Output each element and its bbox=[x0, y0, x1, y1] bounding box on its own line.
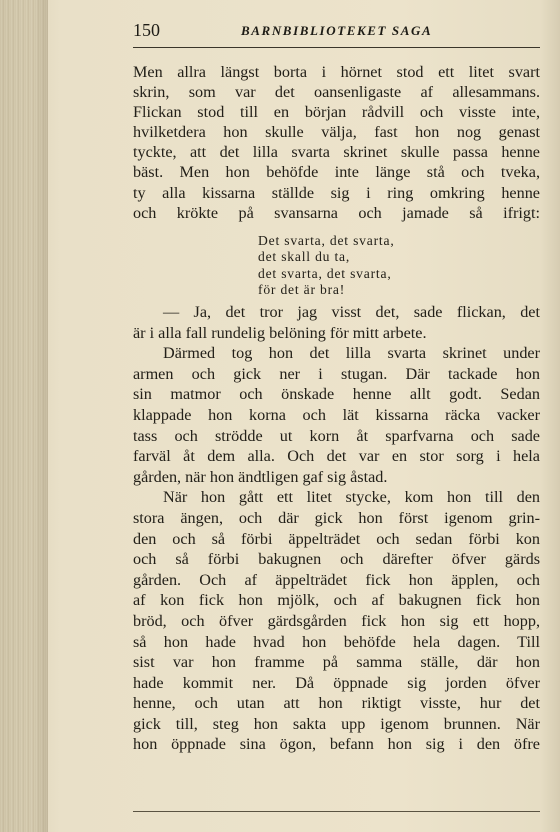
text-line: den och så förbi äppelträdet och sedan förbi kon bbox=[133, 529, 540, 548]
text-line: Därmed tog hon det lilla svarta skrinet under bbox=[163, 344, 540, 363]
text-line: hade kommit ner. Då öppnade sig jorden öfver bbox=[133, 673, 540, 692]
page-number: 150 bbox=[133, 20, 160, 40]
text-line: henne, och utan att hon riktigt visste, hur det bbox=[133, 694, 540, 713]
text-line: gick till, steg hon sakta upp igenom brunnen. När bbox=[133, 714, 540, 733]
text-line: hvilketdera hon skulle välja, fast hon nog genast bbox=[133, 123, 540, 142]
text-line: skrin, som var det oansenligaste af allesammans. bbox=[133, 83, 540, 102]
verse-line: det skall du ta, bbox=[258, 249, 351, 265]
text-line: sin matmor och önskade henne allt godt. Sedan bbox=[133, 385, 540, 404]
verse-line: Det svarta, det svarta, bbox=[258, 233, 395, 248]
text-line: klappade hon korna och lät kissarna räcka vacker bbox=[133, 405, 540, 424]
body-text-continued bbox=[133, 302, 540, 755]
text-line: bröd, och öfver gärdsgården fick hon sig ett hopp, bbox=[133, 611, 540, 630]
text-line: gården. Och af äppelträdet fick hon äpplen, och bbox=[133, 570, 540, 589]
verse-block bbox=[258, 233, 458, 298]
text-line: stora ängen, och där gick hon först igenom grin- bbox=[133, 508, 540, 527]
text-line: — Ja, det tror jag visst det, sade flickan, det bbox=[163, 303, 540, 321]
verse-line: det svarta, det svarta, bbox=[258, 265, 392, 281]
text-line: tass och strödde ut korn åt sparfvarna och sade bbox=[133, 426, 540, 445]
verse-line: för det är bra! bbox=[258, 281, 346, 297]
text-line: När hon gått ett litet stycke, kom hon till den bbox=[163, 488, 540, 507]
text-line: bäst. Men hon behöfde inte länge stå och tveka, bbox=[133, 163, 540, 182]
footer-rule bbox=[133, 811, 540, 812]
text-line: och så förbi bakugnen och därefter öfver gärds bbox=[133, 550, 540, 569]
header-rule bbox=[133, 47, 540, 48]
text-line: ty alla kissarna ställde sig i ring omkring henne bbox=[133, 183, 540, 202]
text-line: hon öppnade sina ögon, befann hon sig i den öfre bbox=[133, 735, 540, 754]
page-edge-stack bbox=[0, 0, 48, 832]
text-line: så hon hade hvad hon behöfde hela dagen. Till bbox=[133, 632, 540, 651]
text-line: gården, när hon ändtligen gaf sig åstad. bbox=[133, 467, 388, 486]
text-line: Men allra längst borta i hörnet stod ett litet svart bbox=[133, 63, 540, 81]
text-line: farväl åt dem alla. Och det var en stor sorg i hela bbox=[133, 447, 540, 466]
body-paragraph-1 bbox=[133, 62, 540, 223]
text-line: tyckte, att det lilla svarta skrinet skulle passa henne bbox=[133, 143, 540, 162]
page-header bbox=[133, 18, 541, 44]
text-line: är i alla fall rundelig belöning för mitt arbete. bbox=[133, 323, 427, 342]
text-line: Flickan stod till en början rådvill och visste inte, bbox=[133, 103, 540, 122]
text-line: armen och gick ner i stugan. Där tackade hon bbox=[133, 364, 540, 383]
text-line: sist var hon framme på samma ställe, där hon bbox=[133, 653, 540, 672]
text-line: af kon fick hon mjölk, och af bakugnen fick hon bbox=[133, 591, 540, 610]
running-title: BARNBIBLIOTEKET SAGA bbox=[241, 23, 433, 38]
text-line: och krökte på svansarna och jamade så ifrigt: bbox=[133, 203, 540, 222]
